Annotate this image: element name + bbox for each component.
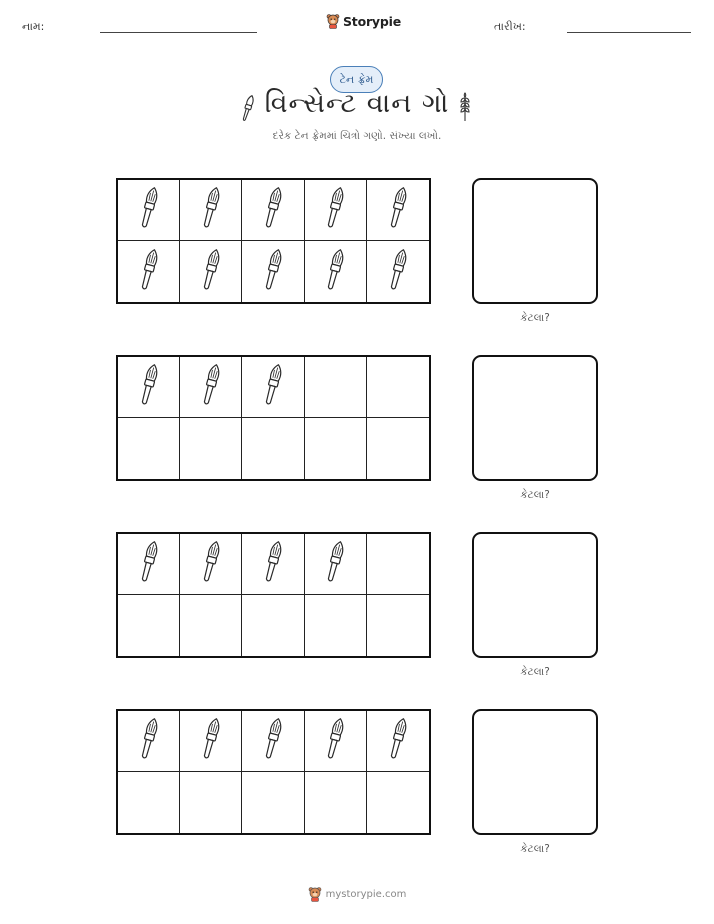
answer-box[interactable] [472, 709, 598, 835]
answer-box[interactable] [472, 178, 598, 304]
how-many-label: કેટલા? [520, 843, 550, 855]
footer-url: mystorypie.com [325, 888, 407, 900]
paintbrush-icon [388, 716, 408, 766]
paintbrush-icon [240, 93, 256, 123]
paintbrush-icon [139, 247, 159, 297]
frame-cell [242, 241, 304, 302]
frame-cell [305, 180, 367, 241]
frame-cell [118, 357, 180, 418]
frame-cell [180, 772, 242, 833]
frame-cell [367, 357, 429, 418]
frame-cell [367, 418, 429, 479]
paintbrush-icon [201, 185, 221, 235]
paintbrush-icon [139, 185, 159, 235]
frame-cell [305, 711, 367, 772]
frame-cell [242, 711, 304, 772]
ten-frame [116, 355, 431, 481]
frame-cell [180, 241, 242, 302]
paintbrush-icon [139, 539, 159, 589]
ten-frame [116, 532, 431, 658]
topic-badge: ટેન ફ્રેમ [330, 66, 383, 93]
frame-cell [180, 595, 242, 656]
instruction: દરેક ટેન ફ્રેમમાં ચિત્રો ગણો. સંખ્યા લખો. [272, 130, 442, 142]
frame-cell [242, 534, 304, 595]
paintbrush-icon [388, 247, 408, 297]
paintbrush-icon [201, 362, 221, 412]
frame-cell [242, 180, 304, 241]
ten-frame [116, 178, 431, 304]
frame-cell [305, 241, 367, 302]
frame-cell [180, 534, 242, 595]
name-label: નામ: [22, 20, 45, 33]
page-title: વિન્સેન્ટ વાન ગો [264, 88, 450, 119]
frame-cell [118, 711, 180, 772]
paintbrush-icon [388, 185, 408, 235]
name-field[interactable] [100, 32, 257, 33]
frame-cell [180, 711, 242, 772]
paintbrush-icon [325, 716, 345, 766]
frame-cell [118, 180, 180, 241]
frame-cell [242, 418, 304, 479]
frame-cell [118, 595, 180, 656]
frame-cell [367, 772, 429, 833]
answer-box[interactable] [472, 532, 598, 658]
frame-cell [305, 772, 367, 833]
wheat-icon [456, 92, 474, 122]
frame-cell [367, 241, 429, 302]
how-many-label: કેટલા? [520, 489, 550, 501]
paintbrush-icon [325, 539, 345, 589]
frame-cell [118, 241, 180, 302]
paintbrush-icon [263, 716, 283, 766]
paintbrush-icon [325, 185, 345, 235]
paintbrush-icon [201, 716, 221, 766]
frame-cell [180, 357, 242, 418]
how-many-label: કેટલા? [520, 312, 550, 324]
paintbrush-icon [263, 185, 283, 235]
frame-cell [305, 357, 367, 418]
frame-cell [180, 418, 242, 479]
paintbrush-icon [201, 539, 221, 589]
frame-cell [367, 595, 429, 656]
date-field[interactable] [567, 32, 691, 33]
date-label: તારીખ: [494, 20, 526, 33]
paintbrush-icon [139, 716, 159, 766]
frame-cell [305, 595, 367, 656]
frame-cell [367, 180, 429, 241]
paintbrush-icon [201, 247, 221, 297]
frame-cell [118, 534, 180, 595]
frame-cell [305, 534, 367, 595]
frame-cell [242, 772, 304, 833]
how-many-label: કેટલા? [520, 666, 550, 678]
frame-cell [242, 357, 304, 418]
answer-box[interactable] [472, 355, 598, 481]
paintbrush-icon [263, 247, 283, 297]
footer [0, 886, 714, 902]
frame-cell [242, 595, 304, 656]
ten-frame [116, 709, 431, 835]
frame-cell [367, 534, 429, 595]
paintbrush-icon [325, 247, 345, 297]
paintbrush-icon [263, 362, 283, 412]
brand [326, 13, 401, 29]
bear-mascot-icon [326, 13, 340, 29]
paintbrush-icon [263, 539, 283, 589]
frame-cell [118, 772, 180, 833]
frame-cell [180, 180, 242, 241]
brand-name: Storypie [343, 13, 401, 29]
frame-cell [305, 418, 367, 479]
frame-cell [367, 711, 429, 772]
paintbrush-icon [139, 362, 159, 412]
frame-cell [118, 418, 180, 479]
bear-mascot-icon [308, 886, 322, 902]
